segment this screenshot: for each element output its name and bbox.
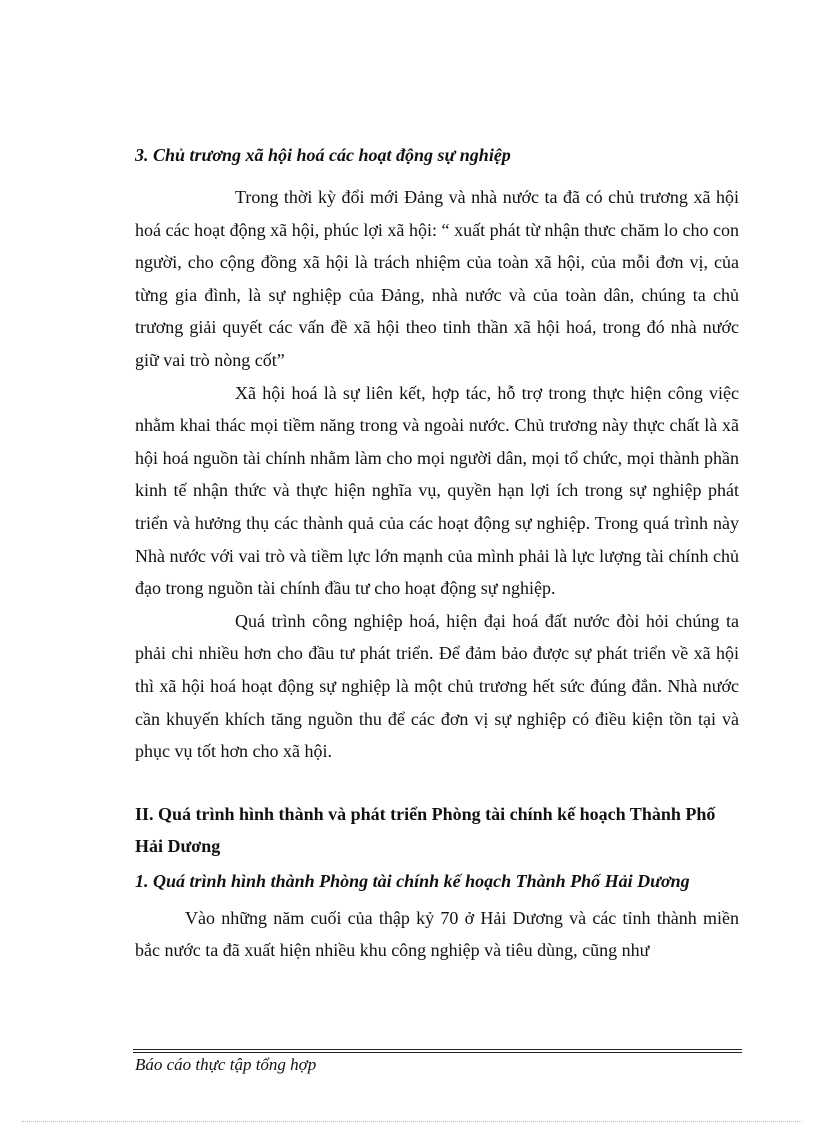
section-gap [135,768,739,798]
section-3-paragraph-3: Quá trình công nghiệp hoá, hiện đại hoá đất nước đòi hỏi chúng ta phải chi nhiều hơn cho đầu tư phát triển. Để đảm bảo được sự phát triển về xã hội thì xã hội hoá hoạt động sự nghiệp là một chủ trương hết sức đúng đắn. Nhà nước cần khuyến khích tăng nguồn thu để các đơn vị sự nghiệp có điều kiện tồn tại và phục vụ tốt hơn cho xã hội. [135,610,739,762]
section-II-heading: II. Quá trình hình thành và phát triển Phòng tài chính kế hoạch Thành Phố Hải Dương [135,803,716,856]
section-3-heading: 3. Chủ trương xã hội hoá các hoạt động sự nghiệp [135,145,511,165]
section-3-paragraph-1: Trong thời kỳ đổi mới Đảng và nhà nước ta đã có chủ trương xã hội hoá các hoạt động xã hội, phúc lợi xã hội: “ xuất phát từ nhận thưc chăm lo cho con người, cho cộng đồng xã hội là trách nhiệm của toàn xã hội, của mỗi đơn vị, của từng gia đình, là sự nghiệp của Đảng, nhà nước và của toàn dân, chúng ta chủ trương giải quyết các vấn đề xã hội theo tinh thần xã hội hoá, trong đó nhà nước giữ vai trò nòng cốt” [135,187,739,370]
footer-rule-bottom [133,1052,742,1053]
page-edge-divider [22,1121,802,1122]
page-content [135,143,739,967]
section-II-1-heading: 1. Quá trình hình thành Phòng tài chính kế hoạch Thành Phố Hải Dương [135,870,690,891]
section-II-1-paragraph: Vào những năm cuối của thập kỷ 70 ở Hải Dương và các tỉnh thành miền bắc nước ta đã xuất hiện nhiều khu công nghiệp và tiêu dùng, cũng như [135,907,739,961]
section-3-paragraph-2: Xã hội hoá là sự liên kết, hợp tác, hỗ trợ trong thực hiện công việc nhằm khai thác mọi tiềm năng trong và ngoài nước. Chủ trương này thực chất là xã hội hoá nguồn tài chính nhằm làm cho mọi người dân, mọi tổ chức, mọi thành phần kinh tế nhận thức và thực hiện nghĩa vụ, quyền hạn lợi ích trong sự nghiệp phát triển và hưởng thụ các thành quả của các hoạt động sự nghiệp. Trong quá trình này Nhà nước với vai trò và tiềm lực lớn mạnh của mình phải là lực lượng tài chính chủ đạo trong nguồn tài chính đầu tư cho hoạt động sự nghiệp. [135,382,739,599]
footer-caption: Báo cáo thực tập tổng hợp [135,1055,317,1074]
footer-rule-top [133,1049,742,1050]
